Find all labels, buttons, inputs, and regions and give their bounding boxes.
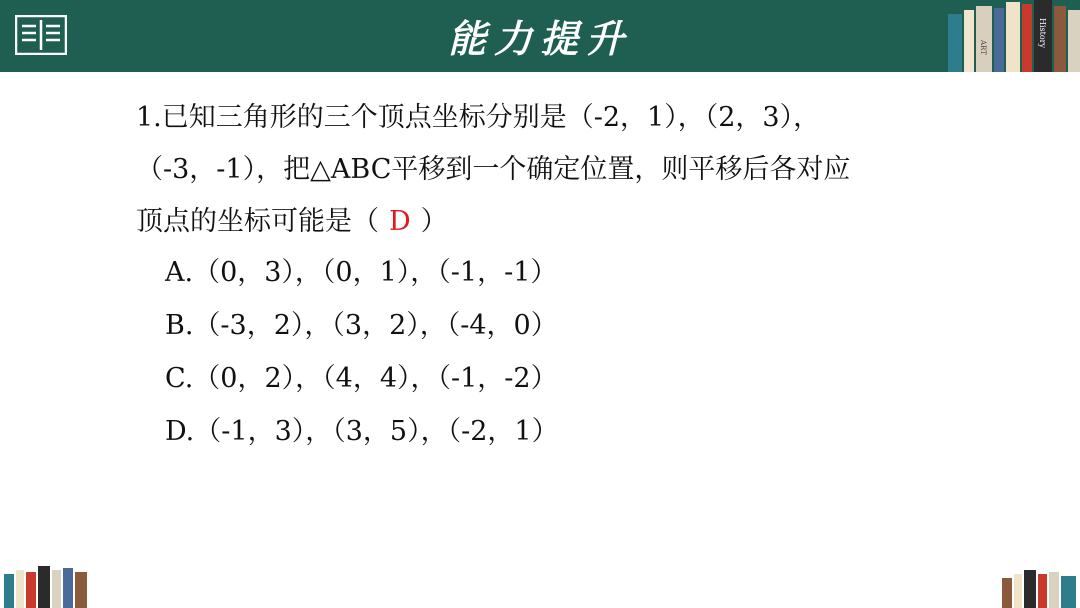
header-bar — [0, 0, 1080, 72]
question-line-3-suffix: ） — [420, 206, 448, 237]
books-stack-icon — [940, 0, 1080, 72]
answer-letter: D — [389, 206, 411, 237]
books-stack-icon — [998, 568, 1080, 608]
option-c: C.（0，2），（4，4），（-1，-2） — [165, 363, 558, 394]
option-a: A.（0，3），（0，1），（-1，-1） — [165, 257, 558, 288]
question-line-3-prefix: 顶点的坐标可能是（ — [136, 206, 379, 237]
books-stack-icon — [0, 564, 92, 608]
question-line-3 — [136, 196, 996, 248]
question-line-1: 1.已知三角形的三个顶点坐标分别是（-2，1），（2，3）， — [136, 102, 821, 133]
question-line-2: （-3，-1），把△ABC平移到一个确定位置，则平移后各对应 — [136, 154, 851, 185]
page-title: 能力提升 — [447, 17, 632, 61]
spine-label-art: ART — [979, 40, 987, 55]
options-list — [165, 246, 559, 458]
spine-label-history: History — [1038, 18, 1047, 49]
option-b: B.（-3，2），（3，2），（-4，0） — [165, 310, 558, 341]
option-d: D.（-1，3），（3，5），（-2，1） — [165, 416, 559, 447]
question-text — [136, 92, 996, 248]
